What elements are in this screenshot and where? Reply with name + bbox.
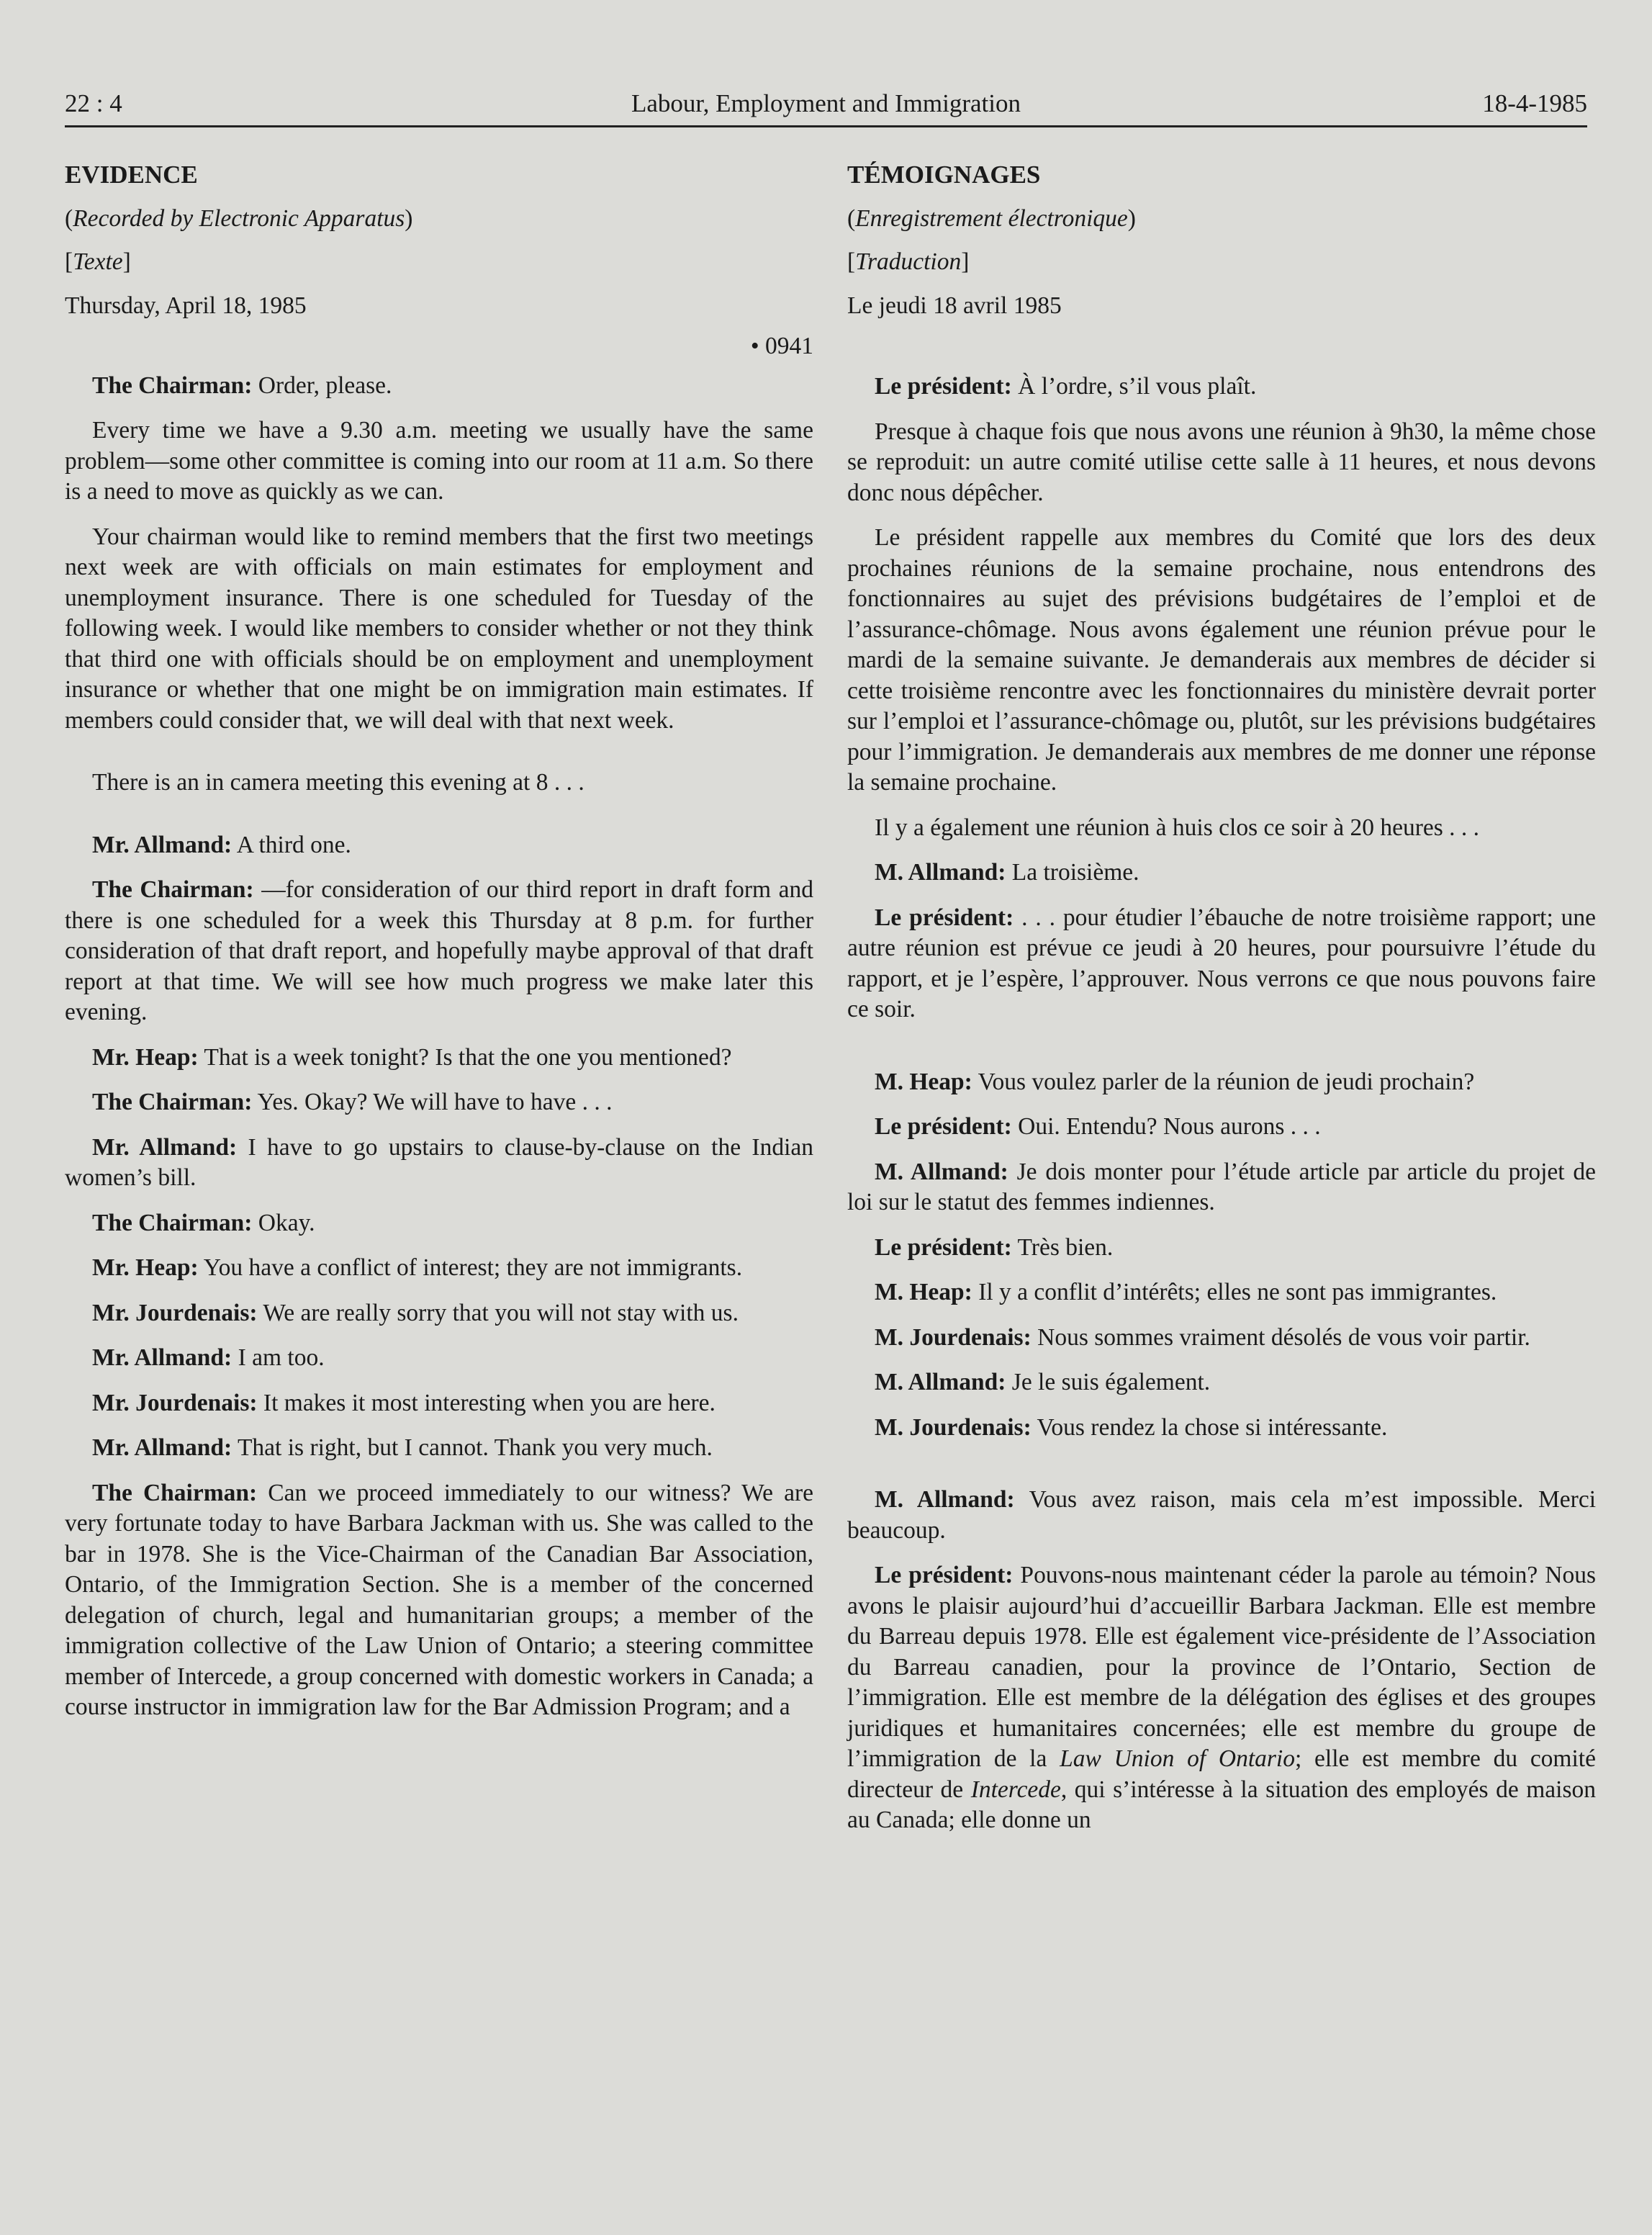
speaker-name: M. Allmand: (875, 1369, 1006, 1395)
paragraph: Mr. Allmand: I have to go upstairs to clause-by-clause on the Indian women’s bill. (65, 1133, 813, 1191)
speaker-name: Mr. Allmand: (92, 1344, 233, 1371)
paragraph: Mr. Heap: That is a week tonight? Is that the one you mentioned? (92, 1043, 732, 1071)
paragraph: M. Jourdenais: Nous sommes vraiment désolés de vous voir partir. (875, 1323, 1530, 1351)
paragraph: M. Allmand: Je le suis également. (875, 1369, 1211, 1395)
speaker-name: The Chairman: (92, 372, 253, 399)
speaker-name: M. Jourdenais: (875, 1323, 1032, 1351)
paragraph: Mr. Allmand: I am too. (92, 1344, 325, 1371)
speaker-name: M. Allmand: (875, 859, 1006, 886)
speaker-name: The Chairman: (92, 876, 254, 903)
speaker-name: M. Heap: (875, 1068, 972, 1095)
paragraph: M. Allmand: La troisième. (875, 859, 1139, 886)
speaker-name: The Chairman: (92, 1209, 253, 1236)
speaker-name: Le président: (875, 904, 1014, 931)
speaker-name: M. Allmand: (875, 1486, 1015, 1513)
paragraph: Every time we have a 9.30 a.m. meeting we usually have the same problem—some other committee is coming into our room at 11 a.m. So there is a need to move as quickly as we can. (65, 417, 813, 505)
speaker-name: Mr. Jourdenais: (92, 1299, 258, 1326)
meeting-date: Le jeudi 18 avril 1985 (847, 292, 1062, 319)
paragraph: The Chairman: Order, please. (92, 372, 392, 399)
speaker-name: Mr. Heap: (92, 1043, 199, 1071)
paragraph: Your chairman would like to remind members that the first two meetings next week are with officials on main estimates for employment and unemployment insurance. There is one scheduled for Tuesday of the following week. I would like members to consider whether or not they think that third one with officials should be on employment and unemployment insurance or whether that one might be on immigration main estimates. If members could consider that, we will deal with that next week. (65, 523, 813, 734)
paragraph: M. Heap: Vous voulez parler de la réunion de jeudi prochain? (875, 1068, 1475, 1095)
paragraph: Le président: . . . pour étudier l’ébauche de notre troisième rapport; une autre réunion est prévue ce jeudi à 20 heures, pour poursuivre l’étude du rapport, et je l’espère, l’approuver. Nous verrons ce que nous pouvons faire ce soir. (847, 904, 1596, 1022)
speaker-name: Le président: (875, 373, 1012, 400)
page-header (65, 85, 1587, 127)
paragraph: M. Jourdenais: Vous rendez la chose si intéressante. (875, 1413, 1388, 1441)
paragraph: Mr. Heap: You have a conflict of interest; they are not immigrants. (92, 1254, 743, 1281)
paragraph: The Chairman: Yes. Okay? We will have to have . . . (92, 1089, 613, 1115)
speaker-name: M. Allmand: (875, 1158, 1008, 1185)
paragraph: Il y a également une réunion à huis clos ce soir à 20 heures . . . (875, 814, 1480, 841)
running-title: Labour, Employment and Immigration (631, 89, 1021, 117)
speaker-name: The Chairman: (92, 1089, 253, 1115)
paragraph: Le président: À l’ordre, s’il vous plaît. (875, 373, 1257, 400)
header-date: 18-4-1985 (1482, 89, 1587, 117)
speaker-name: Mr. Allmand: (92, 1434, 233, 1461)
paragraph: The Chairman: Okay. (92, 1209, 315, 1236)
paragraph: M. Allmand: Je dois monter pour l’étude article par article du projet de loi sur le statut des femmes indiennes. (847, 1158, 1596, 1215)
timestamp: • 0941 (750, 333, 813, 359)
recording-note: (Enregistrement électronique) (847, 204, 1136, 232)
section-heading: TÉMOIGNAGES (847, 161, 1041, 189)
speaker-name: Mr. Heap: (92, 1254, 199, 1281)
speaker-name: M. Jourdenais: (875, 1413, 1032, 1441)
french-column (847, 160, 1596, 1850)
speaker-name: Le président: (875, 1562, 1014, 1588)
paragraph: Le président: Oui. Entendu? Nous aurons . . . (875, 1113, 1321, 1140)
paragraph: Mr. Allmand: A third one. (92, 831, 351, 858)
speaker-name: Le président: (875, 1233, 1012, 1261)
recording-note: (Recorded by Electronic Apparatus) (65, 204, 413, 232)
paragraph: The Chairman: —for consideration of our third report in draft form and there is one scheduled for a week this Thursday at 8 p.m. for further consideration of that draft report, and hopefully maybe approval of that draft report at that time. We will see how much progress we make later this evening. (65, 876, 813, 1025)
speaker-name: The Chairman: (92, 1479, 258, 1506)
paragraph: M. Heap: Il y a conflit d’intérêts; elles ne sont pas immigrantes. (875, 1279, 1497, 1305)
speaker-name: Mr. Jourdenais: (92, 1389, 258, 1416)
page-number: 22 : 4 (65, 89, 122, 117)
speaker-name: Mr. Allmand: (92, 831, 233, 858)
paragraph: Mr. Jourdenais: We are really sorry that you will not stay with us. (92, 1299, 739, 1326)
paragraph: Le président: Pouvons-nous maintenant céder la parole au témoin? Nous avons le plaisir aujourd’hui d’accueillir Barbara Jackman. Elle est membre du Barreau depuis 1978. Elle est également vice-présidente de l’Association du Barreau canadien, pour la province de l’Ontario, Section de l’immigration. Elle est membre de la délégation des églises et des groupes juridiques et humanitaires concernées; elle est membre du groupe de l’immigration de la Law Union of Ontario; elle est membre du comité directeur de Intercede, qui s’intéresse à la situation des employés de maison au Canada; elle donne un (847, 1562, 1596, 1833)
paragraph: Presque à chaque fois que nous avons une réunion à 9h30, la même chose se reproduit: un autre comité utilise cette salle à 11 heures, et nous devons donc nous dépêcher. (847, 418, 1596, 506)
language-note: [Traduction] (847, 248, 970, 275)
language-note: [Texte] (65, 248, 131, 275)
english-column (65, 160, 813, 1737)
paragraph: Le président: Très bien. (875, 1233, 1114, 1261)
speaker-name: M. Heap: (875, 1279, 972, 1305)
paragraph: Mr. Jourdenais: It makes it most interesting when you are here. (92, 1389, 716, 1416)
paragraph: Mr. Allmand: That is right, but I cannot. Thank you very much. (92, 1434, 713, 1461)
speaker-name: Mr. Allmand: (92, 1133, 238, 1161)
paragraph: M. Allmand: Vous avez raison, mais cela m’est impossible. Merci beaucoup. (847, 1486, 1596, 1544)
paragraph: Le président rappelle aux membres du Comité que lors des deux prochaines réunions de la semaine prochaine, nous entendrons des fonctionnaires au sujet des prévisions budgétaires de l’emploi et de l’assurance-chômage. Nous avons également une réunion prévue pour le mardi de la semaine suivante. Je demanderais aux membres de décider si cette troisième rencontre avec les fonctionnaires du ministère devrait porter sur l’emploi et l’assurance-chômage ou, plutôt, sur les prévisions budgétaires pour l’immigration. Je demanderais aux membres de me donner une réponse la semaine prochaine. (847, 524, 1596, 796)
speaker-name: Le président: (875, 1113, 1012, 1140)
paragraph: The Chairman: Can we proceed immediately to our witness? We are very fortunate today to have Barbara Jackman with us. She was called to the bar in 1978. She is the Vice-Chairman of the Canadian Bar Association, Ontario, of the Immigration Section. She is a member of the concerned delegation of church, legal and humanitarian groups; a member of the immigration collective of the Law Union of Ontario; a steering committee member of Intercede, a group concerned with domestic workers in Canada; a course instructor in immigration law for the Bar Admission Program; and a (65, 1479, 813, 1720)
meeting-date: Thursday, April 18, 1985 (65, 292, 307, 319)
paragraph: There is an in camera meeting this evening at 8 . . . (92, 769, 584, 796)
section-heading: EVIDENCE (65, 161, 198, 189)
